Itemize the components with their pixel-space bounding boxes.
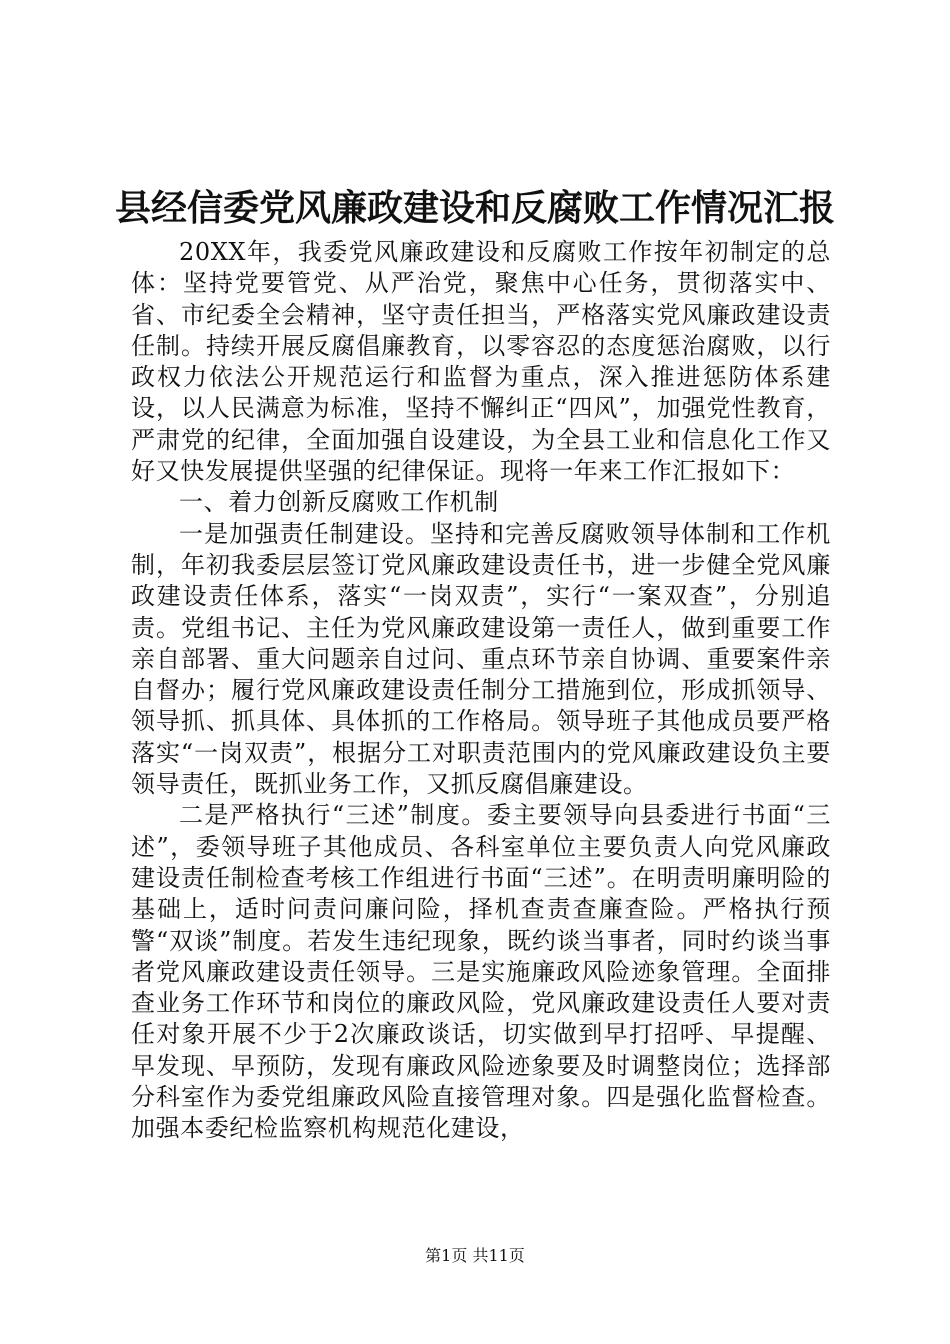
paragraph-intro: 20XX年，我委党风廉政建设和反腐败工作按年初制定的总体：坚持党要管党、从严治党，聚焦中心任务，贯彻落实中、省、市纪委全会精神，坚守责任担当，严格落实党风廉政建设责任制。持续开展反腐倡廉教育，以零容忍的态度惩治腐败，以行政权力依法公开规范运行和监督为重点，深入推进惩防体系建设，以人民满意为标准，坚持不懈纠正“四风”，加强党性教育，严肃党的纪律，全面加强自设建设，为全县工业和信息化工作又好又快发展提供坚强的纪律保证。现将一年来工作汇报如下： [131,238,831,486]
paragraph-responsibility: 一是加强责任制建设。坚持和完善反腐败领导体制和工作机制，年初我委层层签订党风廉政建设责任书，进一步健全党风廉政建设责任体系，落实“一岗双责”，实行“一案双查”，分别追责。党组书记、主任为党风廉政建设第一责任人，做到重要工作亲自部署、重大问题亲自过问、重点环节亲自协调、重要案件亲自督办；履行党风廉政建设责任制分工措施到位，形成抓领导、领导抓、抓具体、具体抓的工作格局。领导班子其他成员要严格落实“一岗双责”，根据分工对职责范围内的党风廉政建设负主要领导责任，既抓业务工作，又抓反腐倡廉建设。 [131,519,831,799]
section-heading-1: 一、着力创新反腐败工作机制 [179,488,499,517]
paragraph-three-reports: 二是严格执行“三述”制度。委主要领导向县委进行书面“三述”，委领导班子其他成员、各科室单位主要负责人向党风廉政建设责任制检查考核工作组进行书面“三述”。在明责明廉明险的基础上，适时问责问廉问险，择机查责查廉查险。严格执行预警“双谈”制度。若发生违纪现象，既约谈当事者，同时约谈当事者党风廉政建设责任领导。三是实施廉政风险迹象管理。全面排查业务工作环节和岗位的廉政风险，党风廉政建设责任人要对责任对象开展不少于2次廉政谈话，切实做到早打招呼、早提醒、早发现、早预防，发现有廉政风险迹象要及时调整岗位；选择部分科室作为委党组廉政风险直接管理对象。四是强化监督检查。加强本委纪检监察机构规范化建设， [131,801,831,1143]
document-body [131,237,831,1145]
document-title: 县经信委党风廉政建设和反腐败工作情况汇报 [114,188,835,229]
page-footer: 第1页 共11页 [425,1246,525,1265]
